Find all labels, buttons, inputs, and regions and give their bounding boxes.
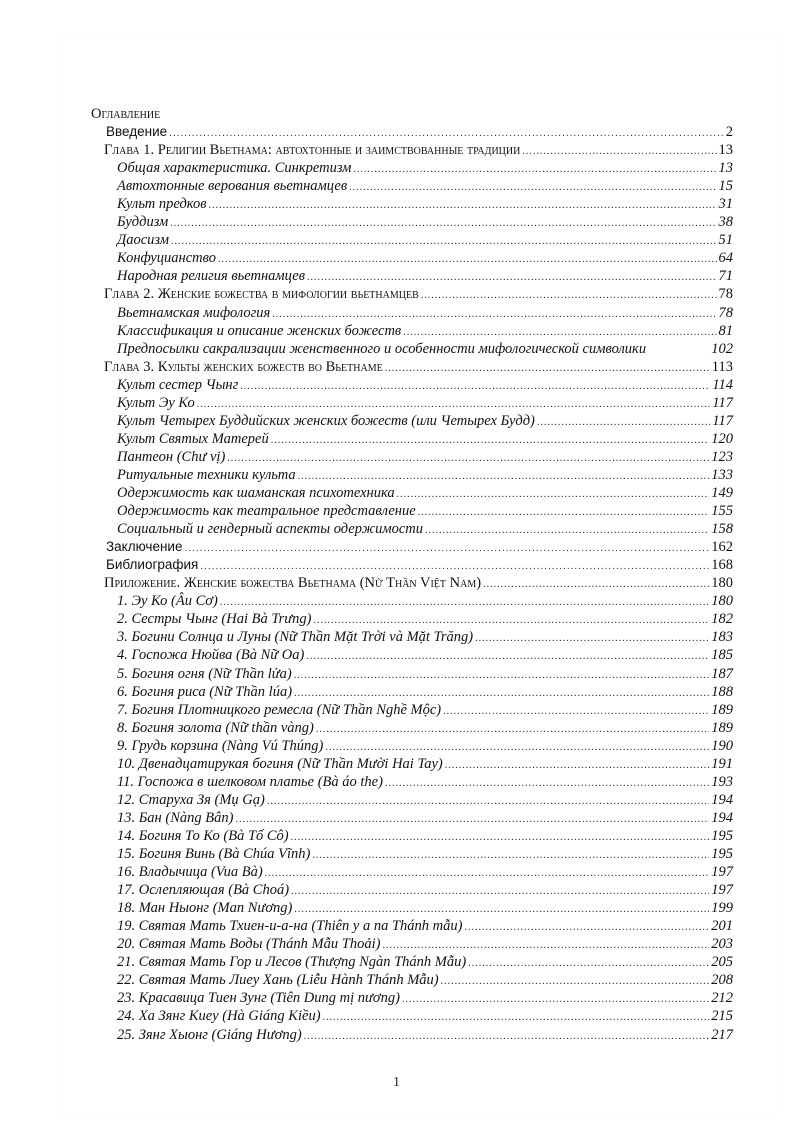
- toc-page-number: 191: [711, 755, 733, 772]
- toc-entry-title: 17. Ослепляющая (Bà Choá): [117, 882, 290, 899]
- toc-section-entry[interactable]: [117, 863, 733, 881]
- toc-section-entry[interactable]: [117, 448, 733, 466]
- toc-section-entry[interactable]: [117, 231, 733, 249]
- toc-page-number: 180: [711, 575, 733, 592]
- toc-entry-title: 16. Владычица (Vua Bà): [117, 864, 263, 881]
- toc-page-number: 78: [718, 304, 733, 321]
- toc-section-entry[interactable]: [117, 989, 733, 1007]
- toc-section-entry[interactable]: [117, 520, 733, 538]
- toc-entry-title: Культ сестер Чынг: [117, 376, 239, 393]
- toc-section-entry[interactable]: [117, 412, 733, 430]
- toc-entry-title: 3. Богини Солнца и Луны (Nữ Thần Mặt Trời và Mặt Trăng): [117, 629, 474, 646]
- toc-entry-title: Пантеон (Chư vị): [117, 448, 226, 465]
- toc-entry-title: Классификация и описание женских божеств: [117, 322, 402, 339]
- toc-section-entry[interactable]: [117, 917, 733, 935]
- toc-section-entry[interactable]: [117, 249, 733, 267]
- toc-section-entry[interactable]: [117, 719, 733, 737]
- toc-entry-title: 25. Зянг Хыонг (Giáng Hương): [117, 1026, 302, 1043]
- toc-page-number: 205: [711, 954, 733, 971]
- toc-section-entry[interactable]: [117, 322, 733, 340]
- toc-entry-title: Ритуальные техники культа: [117, 466, 296, 483]
- toc-section-entry[interactable]: [117, 737, 733, 755]
- toc-entry-title: Конфуцианство: [117, 250, 216, 267]
- toc-entry-title: 9. Грудь корзина (Nàng Vú Thúng): [117, 737, 324, 754]
- toc-entry-title: Культ предков: [117, 196, 207, 213]
- toc-page-number: 189: [711, 719, 733, 736]
- toc-entry-title: Введение: [106, 124, 168, 139]
- toc-chapter-entry[interactable]: [104, 141, 733, 159]
- toc-section-entry[interactable]: [117, 791, 733, 809]
- toc-entry-title: 1. Эу Ко (Âu Cơ): [117, 593, 218, 610]
- toc-page-number: 158: [711, 521, 733, 538]
- toc-entry-title: Приложение. Женские божества Вьетнама (Nữ Thần Việt Nam): [104, 575, 482, 592]
- toc-page-number: 194: [711, 809, 733, 826]
- toc-section-entry[interactable]: [117, 159, 733, 177]
- toc-entry-title: Предпосылки сакрализации женственного и особенности мифологической символики: [117, 340, 647, 357]
- toc-page-number: 217: [711, 1026, 733, 1043]
- toc-entry-title: Социальный и гендерный аспекты одержимости: [117, 521, 424, 538]
- toc-section-entry[interactable]: [117, 1007, 733, 1025]
- toc-page-number: 38: [718, 214, 733, 231]
- toc-page-number: 195: [711, 846, 733, 862]
- toc-section-entry[interactable]: [117, 267, 733, 285]
- toc-chapter-entry[interactable]: [106, 556, 733, 574]
- toc-page-number: 212: [711, 990, 733, 1007]
- toc-section-entry[interactable]: [117, 340, 733, 358]
- toc-page-number: 81: [718, 322, 733, 339]
- toc-entry-title: 20. Святая Мать Воды (Thánh Mẫu Thoải): [117, 936, 381, 953]
- toc-section-entry[interactable]: [117, 881, 733, 899]
- toc-entry-title: Глава 3. Культы женских божеств во Вьетнаме: [104, 358, 383, 375]
- toc-page-number: 185: [711, 647, 733, 664]
- toc-entry-title: 15. Богиня Винь (Bà Chúa Vĩnh): [117, 846, 311, 862]
- toc-page-number: 31: [718, 196, 733, 213]
- toc-page-number: 13: [718, 142, 733, 159]
- toc-section-entry[interactable]: [117, 466, 733, 484]
- toc-entry-title: Библиография: [106, 557, 199, 573]
- toc-section-entry[interactable]: [117, 646, 733, 664]
- toc-section-entry[interactable]: [117, 213, 733, 231]
- toc-page-number: 51: [718, 232, 733, 249]
- toc-entry-title: 6. Богиня риса (Nữ Thần lúa): [117, 683, 293, 700]
- toc-page-number: 117: [712, 412, 733, 429]
- toc-page-number: 102: [711, 340, 733, 357]
- toc-page-number: 155: [711, 503, 733, 520]
- toc-page-number: 71: [718, 268, 733, 285]
- toc-dot-leader: [304, 1028, 710, 1046]
- toc-page-number: 189: [711, 701, 733, 718]
- toc-section-entry[interactable]: [117, 827, 733, 845]
- toc-section-entry[interactable]: [117, 484, 733, 502]
- toc-page-number: 123: [711, 448, 733, 465]
- toc-section-entry[interactable]: [117, 899, 733, 917]
- toc-section-entry[interactable]: [117, 683, 733, 701]
- toc-entry-title: Народная религия вьетнамцев: [117, 268, 305, 285]
- toc-page-number: 180: [711, 593, 733, 610]
- toc-page-number: 182: [711, 611, 733, 628]
- toc-entry-title: Даосизм: [117, 232, 169, 249]
- toc-entry-title: Культ Святых Матерей: [117, 430, 269, 447]
- toc-page-number: 188: [711, 683, 733, 700]
- toc-entry-title: Вьетнамская мифология: [117, 304, 271, 321]
- toc-section-entry[interactable]: [117, 195, 733, 213]
- toc-page-number: 201: [711, 918, 733, 935]
- toc-page-number: 199: [711, 900, 733, 917]
- toc-page-number: 114: [712, 376, 733, 393]
- toc-section-entry[interactable]: [117, 971, 733, 989]
- toc-chapter-entry[interactable]: [104, 358, 733, 376]
- toc-page-number: 208: [711, 972, 733, 989]
- toc-page-number: 2: [725, 124, 733, 140]
- toc-entry-title: Буддизм: [117, 214, 169, 231]
- toc-entry-title: 2. Сестры Чынг (Hai Bà Trưng): [117, 611, 312, 628]
- toc-section-entry[interactable]: [117, 502, 733, 520]
- toc-section-entry[interactable]: [117, 755, 733, 773]
- toc-page-number: 162: [711, 539, 733, 556]
- toc-section-entry[interactable]: [117, 592, 733, 610]
- toc-page-number: 187: [711, 665, 733, 682]
- toc-page-number: 113: [711, 358, 733, 375]
- toc-page-number: 168: [711, 557, 733, 574]
- toc-entry-title: Заключение: [106, 539, 183, 555]
- toc-entry-title: 14. Богиня То Ко (Bà Tố Cô): [117, 827, 289, 844]
- toc-section-entry[interactable]: [117, 1026, 733, 1044]
- toc-entry-title: 5. Богиня огня (Nữ Thần lửa): [117, 665, 292, 682]
- toc-entry-title: 4. Госпожа Нюйва (Bà Nữ Oa): [117, 647, 305, 664]
- toc-section-entry[interactable]: [117, 953, 733, 971]
- toc-page-number: 197: [711, 882, 733, 899]
- toc-page-number: 78: [718, 286, 733, 303]
- toc-entry-title: Одержимость как театральное представление: [117, 503, 416, 520]
- toc-page-number: 190: [711, 737, 733, 754]
- toc-chapter-entry[interactable]: [106, 123, 733, 141]
- toc-page-number: 203: [711, 936, 733, 953]
- toc-entry-title: 22. Святая Мать Лиеу Хань (Liễu Hành Thánh Mẫu): [117, 972, 439, 989]
- toc-entry-title: 13. Бан (Nàng Bân): [117, 809, 234, 826]
- toc-section-entry[interactable]: [117, 935, 733, 953]
- toc-entry-title: 21. Святая Мать Гор и Лесов (Thượng Ngàn Thánh Mẫu): [117, 954, 467, 971]
- toc-entry-title: 24. Ха Зянг Киеу (Hà Giáng Kiều): [117, 1008, 321, 1025]
- toc-section-entry[interactable]: [117, 394, 733, 412]
- toc-section-entry[interactable]: [117, 177, 733, 195]
- toc-page-number: 194: [711, 791, 733, 808]
- toc-page-number: 215: [711, 1008, 733, 1025]
- toc-entry-title: Глава 1. Религии Вьетнама: автохтонные и заимствованные традиции: [104, 142, 521, 159]
- toc-page-number: 64: [718, 250, 733, 267]
- toc-entry-title: Одержимость как шаманская психотехника: [117, 485, 395, 501]
- toc-page-number: 117: [712, 394, 733, 411]
- toc-chapter-entry[interactable]: [106, 538, 733, 556]
- toc-entry-title: 18. Ман Ныонг (Man Nương): [117, 900, 293, 917]
- toc-entry-title: 19. Святая Мать Тхиен-и-а-на (Thiên y a na Thánh mẫu): [117, 918, 463, 935]
- toc-page-number: 183: [711, 629, 733, 646]
- toc-chapter-entry[interactable]: [104, 574, 733, 592]
- toc-section-entry[interactable]: [117, 376, 733, 394]
- toc-section-entry[interactable]: [117, 430, 733, 448]
- toc-entry-title: Глава 2. Женские божества в мифологии вьетнамцев: [104, 286, 419, 303]
- toc-entry-title: 7. Богиня Плотницкого ремесла (Nữ Thần Nghề Mộc): [117, 701, 442, 718]
- toc-section-entry[interactable]: [117, 610, 733, 628]
- toc-entry-title: 11. Госпожа в шелковом платье (Bà áo the): [117, 773, 383, 790]
- toc-entry-title: Культ Четырех Буддийских женских божеств (или Четырех Будд): [117, 412, 535, 429]
- toc-section-entry[interactable]: [117, 304, 733, 322]
- toc-page-number: 193: [711, 773, 733, 790]
- toc-entry-title: 12. Старуха Зя (Mụ Gạ): [117, 791, 265, 808]
- toc-entry-title: Автохтонные верования вьетнамцев: [117, 178, 348, 195]
- toc-page-number: 13: [718, 160, 733, 177]
- toc-page-number: 197: [711, 864, 733, 881]
- toc-entry-title: 23. Красавица Тиен Зунг (Tiên Dung mị nương): [117, 990, 400, 1007]
- toc-page-number: 133: [711, 466, 733, 483]
- toc-section-entry[interactable]: [117, 701, 733, 719]
- toc-entry-title: 10. Двенадцатирукая богиня (Nữ Thần Mười Hai Tay): [117, 755, 443, 772]
- toc-page-number: 195: [711, 827, 733, 844]
- toc-title: Оглавление: [91, 106, 161, 122]
- toc-section-entry[interactable]: [117, 628, 733, 646]
- toc-page-number: 120: [711, 430, 733, 447]
- toc-chapter-entry[interactable]: [104, 285, 733, 303]
- page-number: 1: [393, 1075, 400, 1090]
- toc-page-number: 15: [718, 178, 733, 195]
- toc-entry-title: Культ Эу Ко: [117, 394, 195, 411]
- toc-entry-title: 8. Богиня золота (Nữ thần vàng): [117, 719, 314, 736]
- toc-section-entry[interactable]: [117, 773, 733, 791]
- toc-entry-title: Общая характеристика. Синкретизм: [117, 160, 352, 177]
- toc-page-number: 149: [711, 485, 733, 501]
- toc-section-entry[interactable]: [117, 809, 733, 827]
- toc-section-entry[interactable]: [117, 845, 733, 863]
- toc-section-entry[interactable]: [117, 665, 733, 683]
